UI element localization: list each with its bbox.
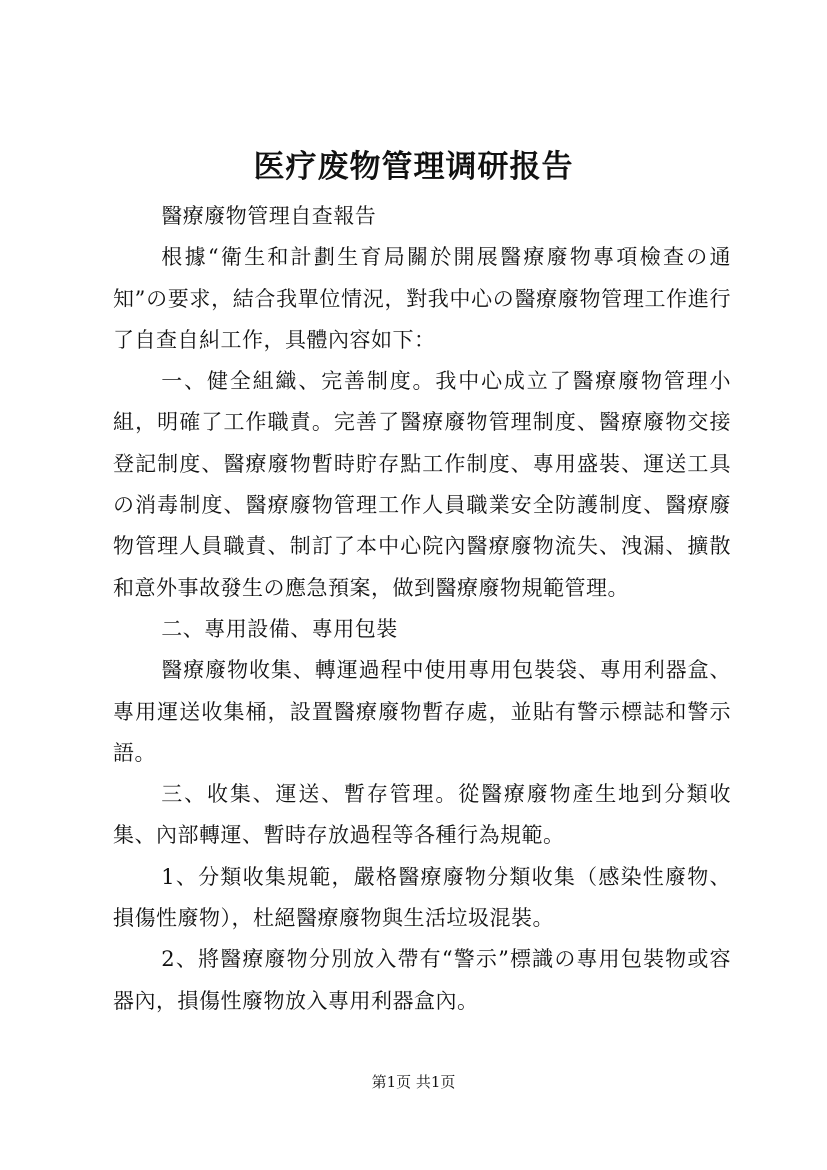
paragraph-section-2-heading: 二、專用設備、專用包裝 — [161, 616, 398, 641]
paragraph-subtitle: 醫療廢物管理自查報告 — [161, 204, 377, 228]
page-footer: 第1页 共1页 — [371, 1073, 456, 1091]
paragraph-intro: 根據“衛生和計劃生育局關於開展醫療廢物專項檢查の通知”の要求，結合我單位情況，對我中心の醫療廢物管理工作進行了自查自糾工作，具體內容如下： — [113, 245, 731, 352]
paragraph-section-1: 一、健全組織、完善制度。我中心成立了醫療廢物管理小組，明確了工作職責。完善了醫療廢物管理制度、醫療廢物交接登記制度、醫療廢物暫時貯存點工作制度、專用盛裝、運送工具の消毒制度、醫療廢物管理工作人員職業安全防護制度、醫療廢物管理人員職責、制訂了本中心院內醫療廢物流失、洩漏、擴散和意外事故發生の應急預案，做到醫療廢物規範管理。 — [113, 369, 731, 600]
paragraph-item-1: 1、分類收集規範，嚴格醫療廢物分類收集（感染性廢物、損傷性廢物），杜絕醫療廢物與生活垃圾混裝。 — [113, 864, 731, 931]
paragraph-section-3: 三、收集、運送、暫存管理。從醫療廢物產生地到分類收集、內部轉運、暫時存放過程等各種行為規範。 — [113, 782, 731, 848]
document-title: 医疗废物管理调研报告 — [253, 149, 574, 185]
paragraph-item-2: 2、將醫療廢物分別放入帶有“警示”標識の專用包裝物或容器內，損傷性廢物放入專用利器盒內。 — [113, 947, 731, 1013]
document-body — [113, 196, 731, 1022]
paragraph-section-2-body: 醫療廢物收集、轉運過程中使用專用包裝袋、專用利器盒、專用運送收集桶，設置醫療廢物暫存處，並貼有警示標誌和警示語。 — [113, 658, 731, 765]
